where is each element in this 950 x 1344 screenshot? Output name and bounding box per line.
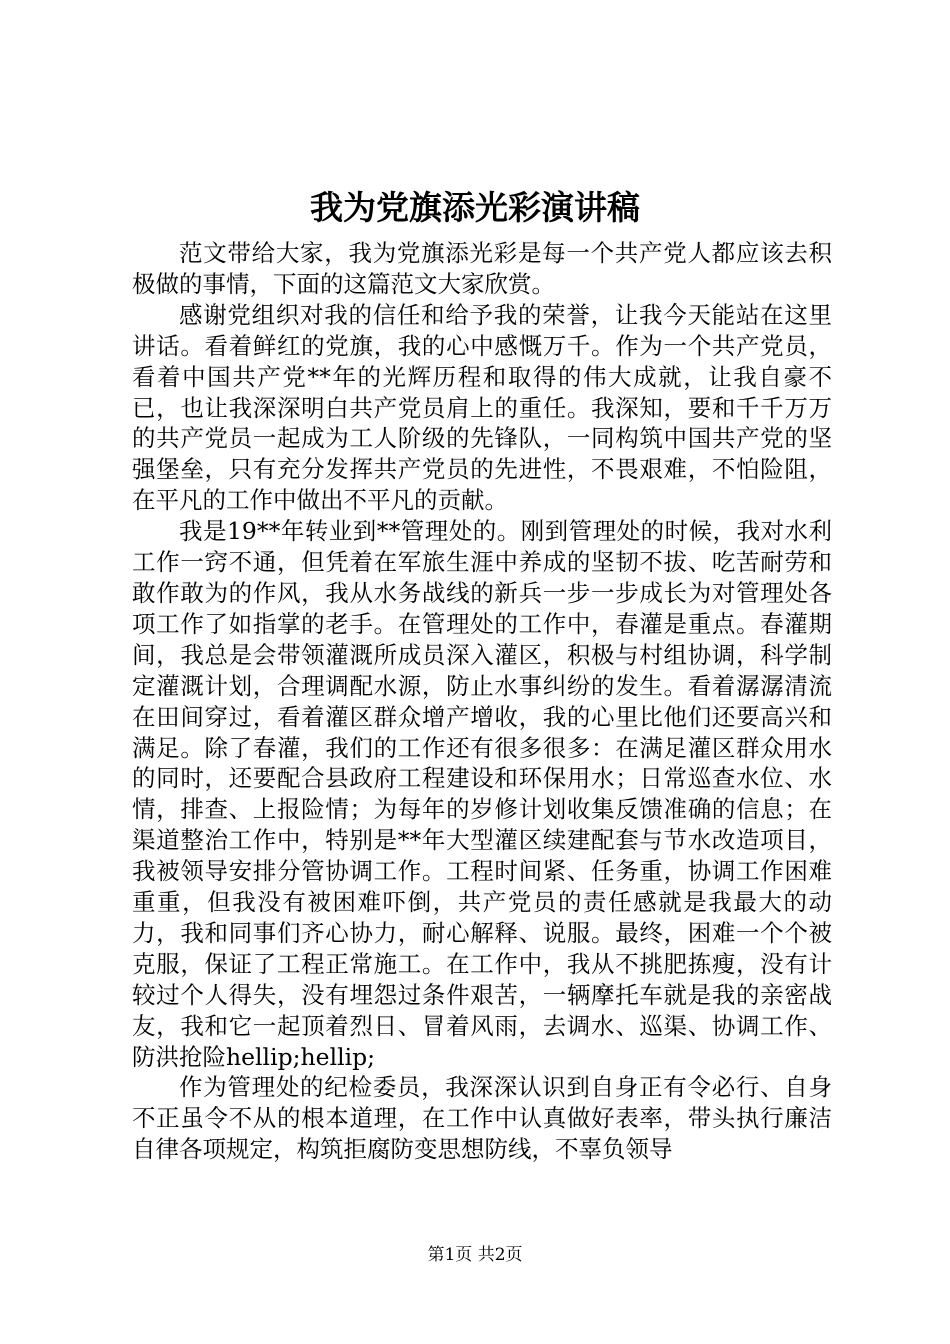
paragraph: 我是19**年转业到**管理处的。刚到管理处的时候，我对水利工作一窍不通，但凭着在军旅生涯中养成的坚韧不拔、吃苦耐劳和敢作敢为的作风，我从水务战线的新兵一步一步成长为对管理处各项工作了如指掌的老手。在管理处的工作中，春灌是重点。春灌期间，我总是会带领灌溉所成员深入灌区，积极与村组协调，科学制定灌溉计划，合理调配水源，防止水事纠纷的发生。看着潺潺清流在田间穿过，看着灌区群众增产增收，我的心里比他们还要高兴和满足。除了春灌，我们的工作还有很多很多：在满足灌区群众用水的同时，还要配合县政府工程建设和环保用水；日常巡查水位、水情，排查、上报险情；为每年的岁修计划收集反馈准确的信息；在渠道整治工作中，特别是**年大型灌区续建配套与节水改造项目，我被领导安排分管协调工作。工程时间紧、任务重，协调工作困难重重，但我没有被困难吓倒，共产党员的责任感就是我最大的动力，我和同事们齐心协力，耐心解释、说服。最终，困难一个个被克服，保证了工程正常施工。在工作中，我从不挑肥拣瘦，没有计较过个人得失，没有埋怨过条件艰苦，一辆摩托车就是我的亲密战友，我和它一起顶着烈日、冒着风雨，去调水、巡渠、协调工作、防洪抢险hellip;hellip; xyxy=(132,517,832,1071)
page-number-footer: 第1页 共2页 xyxy=(427,1245,523,1265)
paragraph: 范文带给大家，我为党旗添光彩是每一个共产党人都应该去积极做的事情，下面的这篇范文大家欣赏。 xyxy=(132,239,832,298)
document-body xyxy=(132,238,832,1165)
document-title: 我为党旗添光彩演讲稿 xyxy=(310,188,640,227)
paragraph: 感谢党组织对我的信任和给予我的荣誉，让我今天能站在这里讲话。看着鲜红的党旗，我的心中感慨万千。作为一个共产党员，看着中国共产党**年的光辉历程和取得的伟大成就，让我自豪不已，也让我深深明白共产党员肩上的重任。我深知，要和千千万万的共产党员一起成为工人阶级的先锋队，一同构筑中国共产党的坚强堡垒，只有充分发挥共产党员的先进性，不畏艰难，不怕险阻，在平凡的工作中做出不平凡的贡献。 xyxy=(132,300,832,515)
paragraph: 作为管理处的纪检委员，我深深认识到自身正有令必行、自身不正虽令不从的根本道理，在工作中认真做好表率，带头执行廉洁自律各项规定，构筑拒腐防变思想防线，不辜负领导 xyxy=(132,1073,832,1164)
